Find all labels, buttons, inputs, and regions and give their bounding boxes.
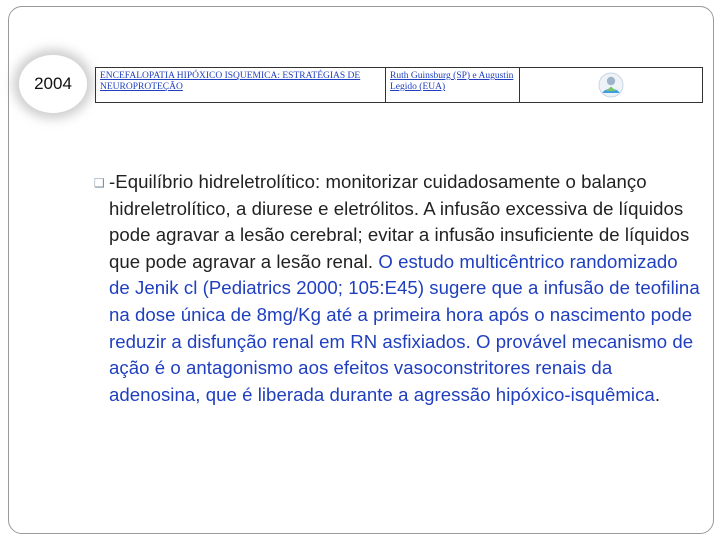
- end-text: .: [654, 383, 661, 405]
- study-text: O estudo multicêntrico randomizado de Jenik cl (Pediatrics 2000; 105:E45) sugere que a infusão de teofilina na dose única de 8mg/Kg até a primeira hora após o nascimento pode reduzir a disfunção renal em RN asfixiados. O provável mecanismo de ação é o antagonismo aos efeitos vasoconstritores renais da adenosina, que é liberada durante a agressão hipóxico-isquêmica: [109, 250, 700, 405]
- year-label: 2004: [34, 74, 72, 93]
- slide: [8, 6, 714, 534]
- article-title-link[interactable]: ENCEFALOPATIA HIPÓXICO ISQUEMICA: ESTRATÉGIAS DE NEUROPROTEÇÃO: [96, 68, 386, 102]
- bullet-arrow-icon: ❑: [94, 176, 105, 190]
- avatar-cell: [520, 68, 702, 102]
- authors-link[interactable]: Ruth Guinsburg (SP) e Augustin Legido (EUA): [386, 68, 520, 102]
- body-paragraph: [94, 169, 701, 408]
- header-table: [95, 67, 703, 103]
- year-badge: [19, 55, 87, 113]
- user-avatar-icon: [598, 72, 624, 98]
- intro-text: -Equilíbrio hidreletrolítico: monitorizar cuidadosamente o balanço hidreletrolítico, a diurese e eletrólitos. A infusão excessiva de líquidos pode agravar a lesão cerebral; evitar a infusão insuficiente de líquidos que pode agravar a lesão renal.: [109, 171, 690, 272]
